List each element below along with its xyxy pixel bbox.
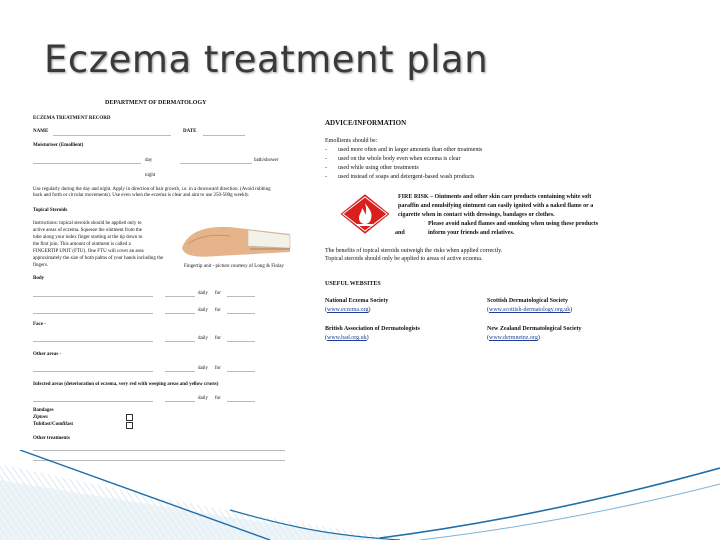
moisturiser-note-1: Use regularly during the day and night. Apply in direction of hair growth, i.e. in a downward direction. (Avoid rubbing bbox=[33, 187, 271, 192]
bullet-dash: - bbox=[325, 174, 327, 180]
steroid-benefit-1: The benefits of topical steroids outweigh the risks when applied correctly. bbox=[325, 248, 503, 254]
body-line-1 bbox=[33, 296, 153, 297]
body-daily-2: daily bbox=[198, 308, 208, 313]
steroid-line: the first join. This amount of ointment is called a bbox=[33, 242, 131, 247]
website-link[interactable]: (www.dermnetnz.org) bbox=[487, 335, 540, 341]
name-label: NAME bbox=[33, 129, 49, 134]
tubifast-checkbox[interactable] bbox=[126, 422, 133, 429]
fire-risk-line: Please avoid naked flames and smoking when using these products bbox=[428, 221, 599, 227]
fire-risk-line: cigarette when in contact with dressings, bandages or clothes. bbox=[398, 212, 555, 218]
body-line-2b bbox=[165, 313, 195, 314]
website-link[interactable]: (www.bad.org.uk) bbox=[325, 335, 369, 341]
steroid-line: FINGERTIP UNIT (FTU). One FTU will cover an area bbox=[33, 249, 144, 254]
advice-heading: ADVICE/INFORMATION bbox=[325, 119, 407, 127]
bullet-dash: - bbox=[325, 147, 327, 153]
face-daily: daily bbox=[198, 336, 208, 341]
name-field-line bbox=[53, 135, 171, 136]
tubifast-label: Tubifast/Comfifast bbox=[33, 422, 74, 427]
other-treatments-label: Other treatments bbox=[33, 436, 70, 441]
other-areas-for: for bbox=[215, 366, 221, 371]
steroid-benefit-2: Topical steroids should only be applied to areas of active eczema. bbox=[325, 256, 483, 262]
face-for: for bbox=[215, 336, 221, 341]
record-title: ECZEMA TREATMENT RECORD bbox=[33, 116, 111, 121]
department-heading: DEPARTMENT OF DERMATOLOGY bbox=[105, 100, 207, 106]
bandages-label: Bandages bbox=[33, 408, 54, 413]
websites-heading: USEFUL WEBSITES bbox=[325, 281, 381, 287]
body-line-1c bbox=[227, 296, 255, 297]
bullet-dash: - bbox=[325, 156, 327, 162]
body-line-2 bbox=[33, 313, 153, 314]
steroid-line: fingers. bbox=[33, 263, 49, 268]
bottom-decoration bbox=[0, 450, 720, 540]
website-url[interactable]: www.dermnetnz.org bbox=[489, 335, 538, 341]
body-for-2: for bbox=[215, 308, 221, 313]
ziptoes-checkbox[interactable] bbox=[126, 414, 133, 421]
website-link[interactable]: (www.scottish-dermatology.org.uk) bbox=[487, 307, 573, 313]
other-areas-label: Other areas - bbox=[33, 352, 62, 357]
website-name: British Association of Dermatologists bbox=[325, 326, 420, 332]
steroid-line: Instructions: topical steroids should be applied only to bbox=[33, 221, 142, 226]
body-label: Body bbox=[33, 276, 45, 281]
face-label: Face - bbox=[33, 322, 46, 327]
face-line-c bbox=[227, 341, 255, 342]
steroid-line: tube along your index finger starting at the tip down to bbox=[33, 235, 143, 240]
moisturiser-night: night bbox=[145, 173, 156, 178]
body-line-1b bbox=[165, 296, 195, 297]
infected-line-c bbox=[227, 401, 255, 402]
treatment-record-document bbox=[28, 96, 694, 472]
fire-risk-line: FIRE RISK – Ointments and other skin care products containing white soft bbox=[398, 194, 592, 200]
other-areas-line-c bbox=[227, 371, 255, 372]
body-for: for bbox=[215, 291, 221, 296]
infected-for: for bbox=[215, 396, 221, 401]
moisturiser-note-2: back and forth or circular movements). Use even when the eczema is clear and aim to use 250-500g weekly. bbox=[33, 193, 250, 198]
other-areas-daily: daily bbox=[198, 366, 208, 371]
face-line-b bbox=[165, 341, 195, 342]
infected-label: Infected areas (deterioration of eczema, very red with weeping areas and yellow crusts) bbox=[33, 382, 219, 387]
moisturiser-line-2 bbox=[180, 163, 252, 164]
infected-line-b bbox=[165, 401, 195, 402]
website-name: Scottish Dermatological Society bbox=[487, 298, 568, 304]
fire-risk-line: paraffin and emulsifying ointment can easily ignited with a naked flame or a bbox=[398, 203, 594, 209]
other-areas-line bbox=[33, 371, 153, 372]
emollient-bullet: used on the whole body even when eczema is clear bbox=[338, 156, 461, 162]
steroid-line: active areas of eczema. Squeeze the ointment from the bbox=[33, 228, 142, 233]
infected-daily: daily bbox=[198, 396, 208, 401]
emollients-intro: Emollients should be: bbox=[325, 138, 378, 144]
website-url[interactable]: www.eczema.org bbox=[327, 307, 369, 313]
moisturiser-line-1 bbox=[33, 163, 141, 164]
emollient-bullet: used more often and in larger amounts than other treatments bbox=[338, 147, 483, 153]
steroid-line: approximately the size of both palms of your hands including the bbox=[33, 256, 164, 261]
website-url[interactable]: www.scottish-dermatology.org.uk bbox=[489, 307, 571, 313]
steroids-heading: Topical Steroids bbox=[33, 208, 68, 213]
date-label: DATE bbox=[183, 129, 197, 134]
fire-risk-line: inform your friends and relatives. bbox=[428, 230, 515, 236]
emollient-bullet: used while using other treatments bbox=[338, 165, 419, 171]
date-field-line bbox=[203, 135, 245, 136]
fire-risk-and: and bbox=[395, 230, 405, 236]
website-name: New Zealand Dermatological Society bbox=[487, 326, 582, 332]
website-url[interactable]: www.bad.org.uk bbox=[327, 335, 367, 341]
fingertip-unit-photo bbox=[178, 218, 298, 260]
bullet-dash: - bbox=[325, 165, 327, 171]
website-link[interactable]: (www.eczema.org) bbox=[325, 307, 371, 313]
moisturiser-day: day bbox=[145, 158, 153, 163]
infected-line bbox=[33, 401, 153, 402]
slide-title: Eczema treatment plan bbox=[44, 38, 489, 81]
moisturiser-heading: Moisturiser (Emollient) bbox=[33, 143, 84, 148]
moisturiser-bath: bath/shower bbox=[254, 158, 279, 163]
ziptoes-label: Ziptoes bbox=[33, 415, 48, 420]
emollient-bullet: used instead of soaps and detergent-based wash products bbox=[338, 174, 475, 180]
other-areas-line-b bbox=[165, 371, 195, 372]
fire-hazard-icon bbox=[335, 191, 395, 237]
face-line bbox=[33, 341, 153, 342]
website-name: National Eczema Society bbox=[325, 298, 389, 304]
photo-caption: Fingertip unit - picture courtesy of Long & Finlay bbox=[184, 264, 284, 269]
body-line-2c bbox=[227, 313, 255, 314]
body-daily: daily bbox=[198, 291, 208, 296]
